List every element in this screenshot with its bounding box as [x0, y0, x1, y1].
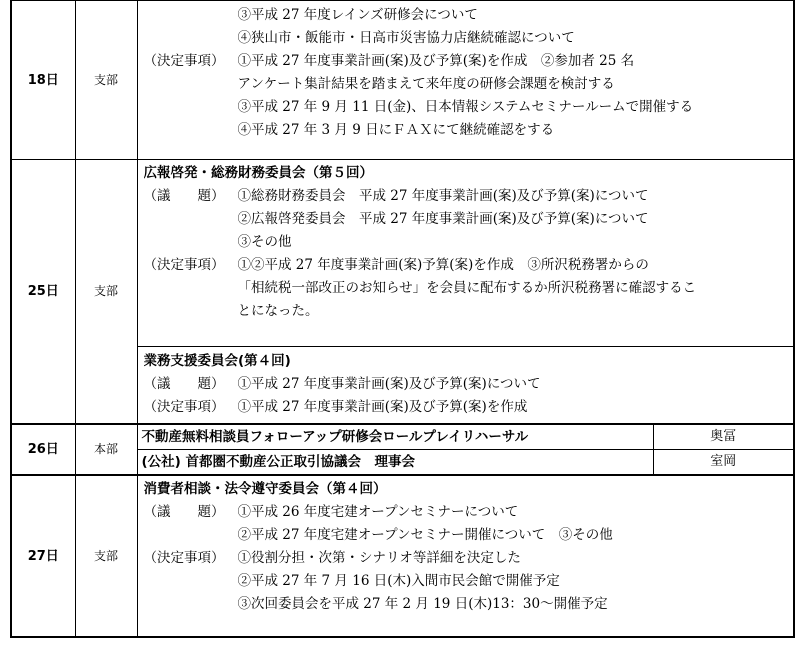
line-label: （決定事項） — [143, 399, 225, 415]
line-text: ①総務財務委員会 平成 27 年度事業計画(案)及び予算(案)について — [237, 188, 649, 204]
line-label: （議 題） — [143, 188, 225, 204]
line-text: ③次回委員会を平成 27 年 2 月 19 日(木)13：30～開催予定 — [237, 596, 608, 612]
date-cell: 27日 — [11, 475, 75, 637]
event-row — [138, 450, 794, 475]
content-cell — [137, 347, 794, 425]
line-text: ③その他 — [237, 234, 292, 250]
line-label: （決定事項） — [143, 257, 225, 273]
org-cell: 支部 — [75, 1, 137, 160]
text-line — [144, 373, 794, 396]
line-text: ③平成 27 年 9 月 11 日(金)、日本情報システムセミナールームで開催する — [237, 99, 694, 115]
table-row — [11, 160, 794, 347]
text-line — [144, 96, 794, 119]
schedule-table — [10, 0, 795, 638]
staff-name: 室岡 — [653, 450, 793, 475]
text-line — [144, 231, 794, 254]
text-line — [144, 27, 794, 50]
line-text: ①平成 27 年度事業計画(案)及び予算(案)について — [237, 376, 541, 392]
text-line — [144, 73, 794, 96]
line-label: （議 題） — [143, 376, 225, 392]
content-cell — [137, 424, 794, 475]
line-text: ②平成 27 年 7 月 16 日(木)入間市民会館で開催予定 — [237, 573, 560, 589]
event-row — [138, 425, 794, 450]
staff-name: 奥冨 — [710, 429, 737, 444]
date-cell: 25日 — [11, 160, 75, 425]
table-row — [11, 475, 794, 637]
committee-title: 消費者相談・法令遵守委員会（第４回） — [143, 481, 387, 497]
line-label: （議 題） — [143, 504, 225, 520]
event-subtable — [138, 425, 794, 474]
line-text: ①役割分担・次第・シナリオ等詳細を決定した — [237, 550, 521, 566]
line-text: ③平成 27 年度レインズ研修会について — [237, 7, 478, 23]
line-text: ①平成 27 年度事業計画(案)及び予算(案)を作成 — [237, 399, 528, 415]
text-line — [144, 300, 794, 323]
org-cell: 本部 — [75, 424, 137, 475]
schedule-page — [10, 0, 795, 641]
text-line — [144, 524, 794, 547]
text-line — [144, 501, 794, 524]
org-cell: 支部 — [75, 475, 137, 637]
line-text: ②広報啓発委員会 平成 27 年度事業計画(案)及び予算(案)について — [237, 211, 649, 227]
date-cell: 26日 — [11, 424, 75, 475]
line-label: （決定事項） — [143, 53, 225, 69]
text-line — [144, 396, 794, 419]
line-text: ①平成 27 年度事業計画(案)及び予算(案)を作成 ②参加者 25 名 — [237, 53, 635, 69]
line-text: ①平成 26 年度宅建オープンセミナーについて — [237, 504, 519, 520]
text-line — [144, 254, 794, 277]
line-text: 「相続税一部改正のお知らせ」を会員に配布するか所沢税務署に確認するこ — [237, 280, 697, 296]
line-text: ②平成 27 年度宅建オープンセミナー開催について ③その他 — [237, 527, 613, 543]
line-text: ①②平成 27 年度事業計画(案)予算(案)を作成 ③所沢税務署からの — [237, 257, 649, 273]
event-name: (公社) 首都圏不動産公正取引協議会 理事会 — [138, 450, 654, 475]
date-cell: 18日 — [11, 1, 75, 160]
text-line — [144, 570, 794, 593]
line-text: アンケート集計結果を踏まえて来年度の研修会課題を検討する — [237, 76, 615, 92]
line-label: （決定事項） — [143, 550, 225, 566]
text-line — [144, 208, 794, 231]
table-row — [11, 424, 794, 475]
committee-title: 業務支援委員会(第４回) — [143, 353, 291, 369]
table-row — [11, 1, 794, 160]
text-line — [144, 593, 794, 616]
text-line — [144, 4, 794, 27]
text-line — [144, 50, 794, 73]
event-name: 不動産無料相談員フォローアップ研修会ロールプレイリハーサル — [138, 425, 654, 450]
content-cell — [137, 160, 794, 347]
content-cell — [137, 1, 794, 160]
org-cell: 支部 — [75, 160, 137, 425]
line-text: ④平成 27 年 3 月 9 日にＦＡＸにて継続確認をする — [237, 122, 555, 138]
text-line — [144, 119, 794, 142]
committee-title: 広報啓発・総務財務委員会（第５回） — [143, 165, 373, 181]
text-line — [144, 277, 794, 300]
line-text: ④狭山市・飯能市・日高市災害協力店継続確認について — [237, 30, 575, 46]
content-cell — [137, 475, 794, 637]
text-line — [144, 547, 794, 570]
line-text: とになった。 — [237, 303, 319, 319]
text-line — [144, 185, 794, 208]
